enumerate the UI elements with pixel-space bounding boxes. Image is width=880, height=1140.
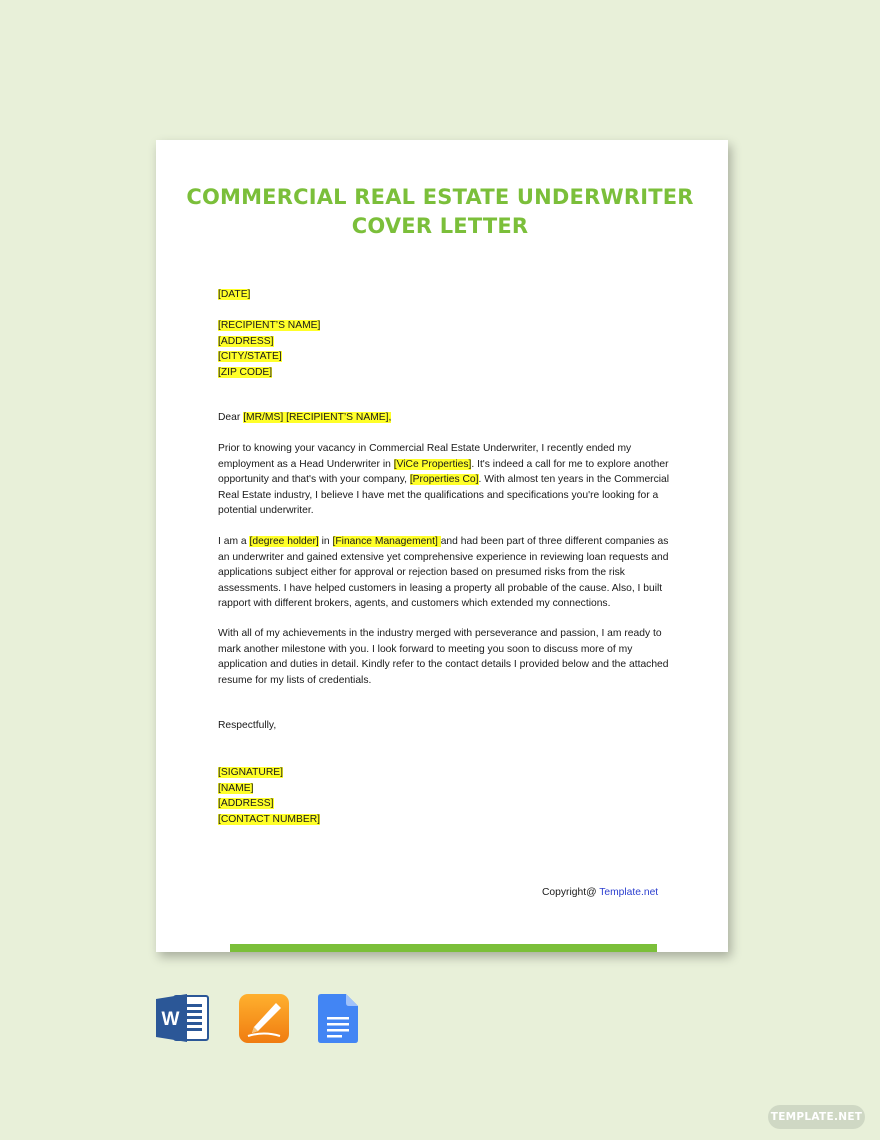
template-net-watermark: TEMPLATE.NET [768, 1105, 865, 1129]
paragraph-text: With all of my achievements in the industry merged with perseverance and passion, I am ready to mark another milestone with you. I look forward to meeting you soon to discuss more of my application and duties in detail. Kindly refer to the contact details I provided below and the attached resume for my lists of credentials. [218, 628, 669, 686]
paragraph-text: I am a [218, 536, 250, 547]
copyright [542, 887, 658, 898]
sender-block [218, 287, 673, 380]
pages-icon[interactable] [238, 993, 290, 1044]
document-title [0, 183, 880, 241]
date-placeholder: [DATE] [218, 289, 251, 300]
body-paragraph-2 [218, 534, 673, 612]
salutation-dear: Dear [218, 412, 244, 423]
zip-code-placeholder: [ZIP CODE] [218, 366, 273, 378]
paragraph-text: Prior to knowing your vacancy in Commercial Real Estate Underwriter, I recently ended my employment as a Head Underwriter in [218, 443, 632, 470]
salutation-placeholder: [MR/MS] [RECIPIENT’S NAME], [243, 412, 392, 423]
city-state-placeholder: [CITY/STATE] [218, 351, 282, 362]
footer-accent-bar [230, 944, 657, 952]
company-placeholder: [Properties Co] [409, 474, 479, 485]
closing [218, 718, 673, 734]
paragraph-text: . It's indeed a call for me to explore another opportunity and that's with your company, [218, 458, 669, 485]
copyright-label: Copyright@ [542, 887, 600, 898]
paragraph-text: and had been part of three different companies as an underwriter and gained extensive yet comprehensive experience in reviewing loan requests and applications subject either for approval or rejection based on presumed risks from the risk assessments. I have helped customers in leasing a property all probable of the cause. Also, I built rapport with different brokers, agents, and customers which extended my connections. [218, 536, 669, 609]
name-placeholder: [NAME] [218, 782, 254, 794]
signature-placeholder: [SIGNATURE] [218, 767, 284, 778]
paragraph-text: . With almost ten years in the Commercial Real Estate industry, I believe I have met the qualifications and specifications you're looking for a potential underwriter. [218, 474, 670, 516]
template-net-link[interactable]: Template.net [599, 887, 659, 898]
address-placeholder: [ADDRESS] [218, 335, 274, 347]
paragraph-text: in [318, 536, 333, 547]
sender-address-placeholder: [ADDRESS] [218, 798, 274, 809]
title-line-1: COMMERCIAL REAL ESTATE UNDERWRITER [186, 185, 694, 209]
signature-block [218, 765, 673, 827]
word-icon[interactable] [156, 993, 211, 1043]
contact-number-placeholder: [CONTACT NUMBER] [218, 813, 321, 825]
recipient-name-placeholder: [RECIPIENT’S NAME] [218, 320, 321, 331]
closing-text: Respectfully, [218, 720, 277, 731]
body-paragraph-3 [218, 626, 673, 688]
salutation [218, 410, 673, 426]
title-line-2: COVER LETTER [351, 214, 529, 238]
field-of-study-placeholder: [Finance Management] [332, 536, 441, 547]
word-icon-letter: W [161, 1009, 180, 1030]
degree-placeholder: [degree holder] [249, 536, 319, 547]
body-paragraph-1 [218, 441, 673, 519]
previous-company-placeholder: [ViCe Properties] [393, 458, 472, 470]
google-docs-icon[interactable] [318, 993, 359, 1044]
